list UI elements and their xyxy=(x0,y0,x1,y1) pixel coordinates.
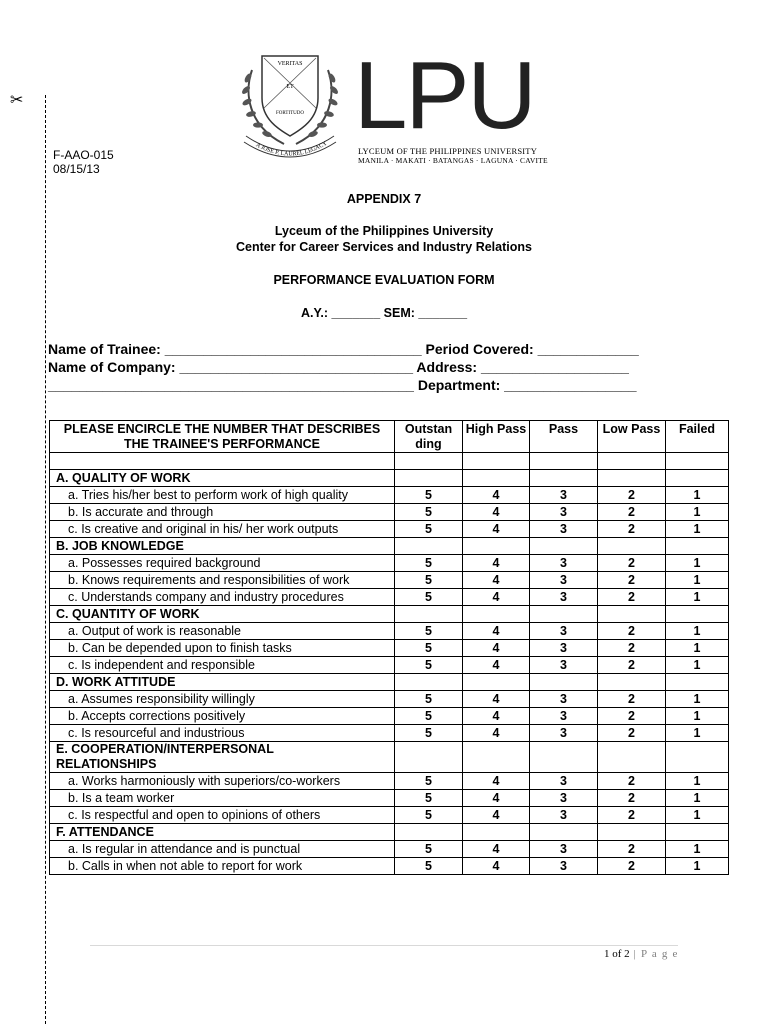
section-row xyxy=(50,538,729,555)
rating-option[interactable]: 1 xyxy=(666,790,729,807)
rating-option[interactable]: 3 xyxy=(530,572,598,589)
rating-option[interactable]: 3 xyxy=(530,858,598,875)
rating-option[interactable]: 1 xyxy=(666,521,729,538)
rating-option[interactable]: 2 xyxy=(598,640,666,657)
empty-cell xyxy=(463,470,530,487)
empty-cell xyxy=(395,470,463,487)
criterion-label: c. Is independent and responsible xyxy=(50,657,395,674)
rating-option[interactable]: 5 xyxy=(395,589,463,606)
col-outstanding: Outstan ding xyxy=(395,421,463,453)
section-row xyxy=(50,606,729,623)
evaluation-table xyxy=(49,420,729,875)
rating-option[interactable]: 3 xyxy=(530,691,598,708)
criterion-label: a. Works harmoniously with superiors/co-workers xyxy=(50,773,395,790)
university-seal-icon xyxy=(234,48,346,160)
trainee-fields xyxy=(48,340,639,394)
section-title: C. QUANTITY OF WORK xyxy=(50,606,395,623)
university-name: Lyceum of the Philippines University xyxy=(274,224,494,238)
empty-cell xyxy=(666,538,729,555)
rating-option[interactable]: 4 xyxy=(463,657,530,674)
rating-option[interactable]: 3 xyxy=(530,841,598,858)
empty-cell xyxy=(666,674,729,691)
rating-option[interactable]: 1 xyxy=(666,487,729,504)
empty-cell xyxy=(530,538,598,555)
empty-cell xyxy=(463,742,530,773)
company-address-field[interactable]: Name of Company: ______________________________ Address: ___________________ xyxy=(48,359,629,375)
criterion-row xyxy=(50,640,729,657)
criterion-label: c. Understands company and industry procedures xyxy=(50,589,395,606)
empty-cell xyxy=(395,824,463,841)
rating-option[interactable]: 3 xyxy=(530,555,598,572)
col-low-pass: Low Pass xyxy=(598,421,666,453)
rating-option[interactable]: 1 xyxy=(666,858,729,875)
criterion-row xyxy=(50,858,729,875)
rating-option[interactable]: 4 xyxy=(463,487,530,504)
rating-option[interactable]: 3 xyxy=(530,790,598,807)
empty-cell xyxy=(395,538,463,555)
criterion-label: a. Output of work is reasonable xyxy=(50,623,395,640)
rating-option[interactable]: 2 xyxy=(598,623,666,640)
rating-option[interactable]: 5 xyxy=(395,708,463,725)
empty-cell xyxy=(530,453,598,470)
criterion-row xyxy=(50,623,729,640)
logo-university-name: LYCEUM OF THE PHILIPPINES UNIVERSITY xyxy=(358,146,538,156)
rating-option[interactable]: 4 xyxy=(463,725,530,742)
rating-option[interactable]: 3 xyxy=(530,725,598,742)
empty-cell xyxy=(598,538,666,555)
empty-cell xyxy=(50,453,395,470)
rating-option[interactable]: 2 xyxy=(598,790,666,807)
trainee-period-field[interactable]: Name of Trainee: _________________________________ Period Covered: _____________ xyxy=(48,341,639,357)
page-number: 1 of 2 xyxy=(604,948,630,960)
rating-option[interactable]: 2 xyxy=(598,691,666,708)
lpu-logo xyxy=(234,42,548,170)
rating-option[interactable]: 1 xyxy=(666,623,729,640)
rating-option[interactable]: 2 xyxy=(598,841,666,858)
rating-option[interactable]: 2 xyxy=(598,504,666,521)
section-title: F. ATTENDANCE xyxy=(50,824,395,841)
empty-cell xyxy=(463,824,530,841)
rating-option[interactable]: 5 xyxy=(395,555,463,572)
empty-cell xyxy=(666,742,729,773)
rating-option[interactable]: 4 xyxy=(463,572,530,589)
criterion-label: b. Accepts corrections positively xyxy=(50,708,395,725)
criterion-label: b. Calls in when not able to report for work xyxy=(50,858,395,875)
rating-option[interactable]: 4 xyxy=(463,858,530,875)
rating-option[interactable]: 4 xyxy=(463,790,530,807)
svg-text:A JOSE P. LAUREL LEGACY: A JOSE P. LAUREL LEGACY xyxy=(254,140,329,158)
rating-option[interactable]: 3 xyxy=(530,521,598,538)
criterion-row xyxy=(50,572,729,589)
rating-option[interactable]: 5 xyxy=(395,572,463,589)
section-title: A. QUALITY OF WORK xyxy=(50,470,395,487)
criterion-label: a. Is regular in attendance and is punctual xyxy=(50,841,395,858)
rating-option[interactable]: 2 xyxy=(598,708,666,725)
empty-cell xyxy=(530,674,598,691)
criterion-label: b. Can be depended upon to finish tasks xyxy=(50,640,395,657)
criterion-row xyxy=(50,691,729,708)
section-title: D. WORK ATTITUDE xyxy=(50,674,395,691)
empty-cell xyxy=(666,453,729,470)
svg-text:VERITAS: VERITAS xyxy=(277,61,303,67)
form-code: F-AAO-015 xyxy=(53,148,114,162)
rating-option[interactable]: 4 xyxy=(463,640,530,657)
criterion-row xyxy=(50,841,729,858)
col-high-pass: High Pass xyxy=(463,421,530,453)
rating-option[interactable]: 2 xyxy=(598,487,666,504)
svg-text:ET: ET xyxy=(286,84,294,90)
empty-cell xyxy=(598,742,666,773)
form-title: PERFORMANCE EVALUATION FORM xyxy=(273,273,495,287)
rating-option[interactable]: 2 xyxy=(598,572,666,589)
rating-option[interactable]: 4 xyxy=(463,521,530,538)
empty-cell xyxy=(530,470,598,487)
empty-cell xyxy=(530,824,598,841)
col-pass: Pass xyxy=(530,421,598,453)
rating-option[interactable]: 4 xyxy=(463,504,530,521)
page-footer xyxy=(604,948,679,960)
rating-option[interactable]: 2 xyxy=(598,589,666,606)
instruction-header: PLEASE ENCIRCLE THE NUMBER THAT DESCRIBES THE TRAINEE'S PERFORMANCE xyxy=(50,421,395,453)
rating-option[interactable]: 5 xyxy=(395,504,463,521)
rating-option[interactable]: 2 xyxy=(598,773,666,790)
rating-option[interactable]: 5 xyxy=(395,487,463,504)
empty-cell xyxy=(463,538,530,555)
rating-option[interactable]: 3 xyxy=(530,640,598,657)
empty-cell xyxy=(463,674,530,691)
svg-text:FORTITUDO: FORTITUDO xyxy=(275,111,305,116)
rating-option[interactable]: 3 xyxy=(530,504,598,521)
center-name: Center for Career Services and Industry Relations xyxy=(236,240,532,254)
col-failed: Failed xyxy=(666,421,729,453)
empty-cell xyxy=(530,742,598,773)
criterion-label: a. Assumes responsibility willingly xyxy=(50,691,395,708)
rating-option[interactable]: 4 xyxy=(463,841,530,858)
rating-option[interactable]: 4 xyxy=(463,708,530,725)
criterion-row xyxy=(50,521,729,538)
rating-option[interactable]: 1 xyxy=(666,691,729,708)
criterion-label: a. Tries his/her best to perform work of high quality xyxy=(50,487,395,504)
page-label: P a g e xyxy=(640,948,679,960)
rating-option[interactable]: 3 xyxy=(530,773,598,790)
rating-option[interactable]: 5 xyxy=(395,725,463,742)
criterion-row xyxy=(50,807,729,824)
criterion-row xyxy=(50,487,729,504)
spacer-row xyxy=(50,453,729,470)
form-code-block xyxy=(53,148,114,176)
rating-option[interactable]: 1 xyxy=(666,708,729,725)
rating-option[interactable]: 1 xyxy=(666,773,729,790)
rating-option[interactable]: 4 xyxy=(463,555,530,572)
rating-option[interactable]: 5 xyxy=(395,858,463,875)
empty-cell xyxy=(395,742,463,773)
empty-cell xyxy=(598,674,666,691)
empty-cell xyxy=(395,453,463,470)
rating-option[interactable]: 1 xyxy=(666,555,729,572)
section-row xyxy=(50,824,729,841)
rating-option[interactable]: 1 xyxy=(666,640,729,657)
rating-option[interactable]: 2 xyxy=(598,807,666,824)
criterion-label: c. Is respectful and open to opinions of others xyxy=(50,807,395,824)
rating-option[interactable]: 5 xyxy=(395,521,463,538)
footer-divider xyxy=(90,945,678,946)
criterion-row xyxy=(50,708,729,725)
rating-option[interactable]: 1 xyxy=(666,807,729,824)
rating-option[interactable]: 3 xyxy=(530,657,598,674)
rating-option[interactable]: 1 xyxy=(666,841,729,858)
criterion-row xyxy=(50,773,729,790)
criterion-label: b. Is a team worker xyxy=(50,790,395,807)
rating-option[interactable]: 2 xyxy=(598,657,666,674)
rating-option[interactable]: 5 xyxy=(395,623,463,640)
rating-option[interactable]: 4 xyxy=(463,623,530,640)
rating-option[interactable]: 5 xyxy=(395,640,463,657)
rating-option[interactable]: 2 xyxy=(598,725,666,742)
criterion-row xyxy=(50,589,729,606)
criterion-row xyxy=(50,790,729,807)
empty-cell xyxy=(463,453,530,470)
criterion-row xyxy=(50,657,729,674)
rating-option[interactable]: 3 xyxy=(530,487,598,504)
rating-option[interactable]: 2 xyxy=(598,521,666,538)
empty-cell xyxy=(395,606,463,623)
ay-sem-line: A.Y.: _______ SEM: _______ xyxy=(300,306,468,320)
page-separator: | xyxy=(629,948,641,960)
rating-option[interactable]: 1 xyxy=(666,589,729,606)
logo-acronym: LPU xyxy=(354,42,535,149)
empty-cell xyxy=(395,674,463,691)
empty-cell xyxy=(666,470,729,487)
rating-option[interactable]: 4 xyxy=(463,773,530,790)
section-title: B. JOB KNOWLEDGE xyxy=(50,538,395,555)
section-row xyxy=(50,674,729,691)
rating-option[interactable]: 5 xyxy=(395,657,463,674)
rating-option[interactable]: 1 xyxy=(666,725,729,742)
rating-option[interactable]: 2 xyxy=(598,858,666,875)
criterion-row xyxy=(50,504,729,521)
empty-cell xyxy=(666,606,729,623)
rating-option[interactable]: 1 xyxy=(666,572,729,589)
rating-option[interactable]: 5 xyxy=(395,773,463,790)
table-header-row xyxy=(50,421,729,453)
criterion-label: a. Possesses required background xyxy=(50,555,395,572)
rating-option[interactable]: 4 xyxy=(463,807,530,824)
rating-option[interactable]: 5 xyxy=(395,691,463,708)
rating-option[interactable]: 4 xyxy=(463,691,530,708)
form-date: 08/15/13 xyxy=(53,162,100,176)
scissors-icon: ✂ xyxy=(10,90,24,109)
criterion-label: b. Knows requirements and responsibilities of work xyxy=(50,572,395,589)
criterion-row xyxy=(50,555,729,572)
rating-option[interactable]: 5 xyxy=(395,807,463,824)
empty-cell xyxy=(598,470,666,487)
rating-option[interactable]: 1 xyxy=(666,504,729,521)
empty-cell xyxy=(666,824,729,841)
rating-option[interactable]: 1 xyxy=(666,657,729,674)
criterion-row xyxy=(50,725,729,742)
rating-option[interactable]: 2 xyxy=(598,555,666,572)
rating-option[interactable]: 4 xyxy=(463,589,530,606)
rating-option[interactable]: 5 xyxy=(395,841,463,858)
rating-option[interactable]: 5 xyxy=(395,790,463,807)
criterion-label: b. Is accurate and through xyxy=(50,504,395,521)
empty-cell xyxy=(598,606,666,623)
rating-option[interactable]: 3 xyxy=(530,708,598,725)
rating-option[interactable]: 3 xyxy=(530,807,598,824)
evaluation-body xyxy=(50,453,729,875)
section-row xyxy=(50,470,729,487)
empty-cell xyxy=(463,606,530,623)
empty-cell xyxy=(598,824,666,841)
section-row xyxy=(50,742,729,773)
empty-cell xyxy=(598,453,666,470)
rating-option[interactable]: 3 xyxy=(530,589,598,606)
criterion-label: c. Is creative and original in his/ her work outputs xyxy=(50,521,395,538)
rating-option[interactable]: 3 xyxy=(530,623,598,640)
section-title: E. COOPERATION/INTERPERSONAL RELATIONSHIPS xyxy=(50,742,395,773)
appendix-label: APPENDIX 7 xyxy=(346,192,422,206)
criterion-label: c. Is resourceful and industrious xyxy=(50,725,395,742)
department-field[interactable]: _______________________________________________ Department: _________________ xyxy=(48,377,637,393)
logo-campuses: MANILA · MAKATI · BATANGAS · LAGUNA · CAVITE xyxy=(358,156,548,165)
empty-cell xyxy=(530,606,598,623)
